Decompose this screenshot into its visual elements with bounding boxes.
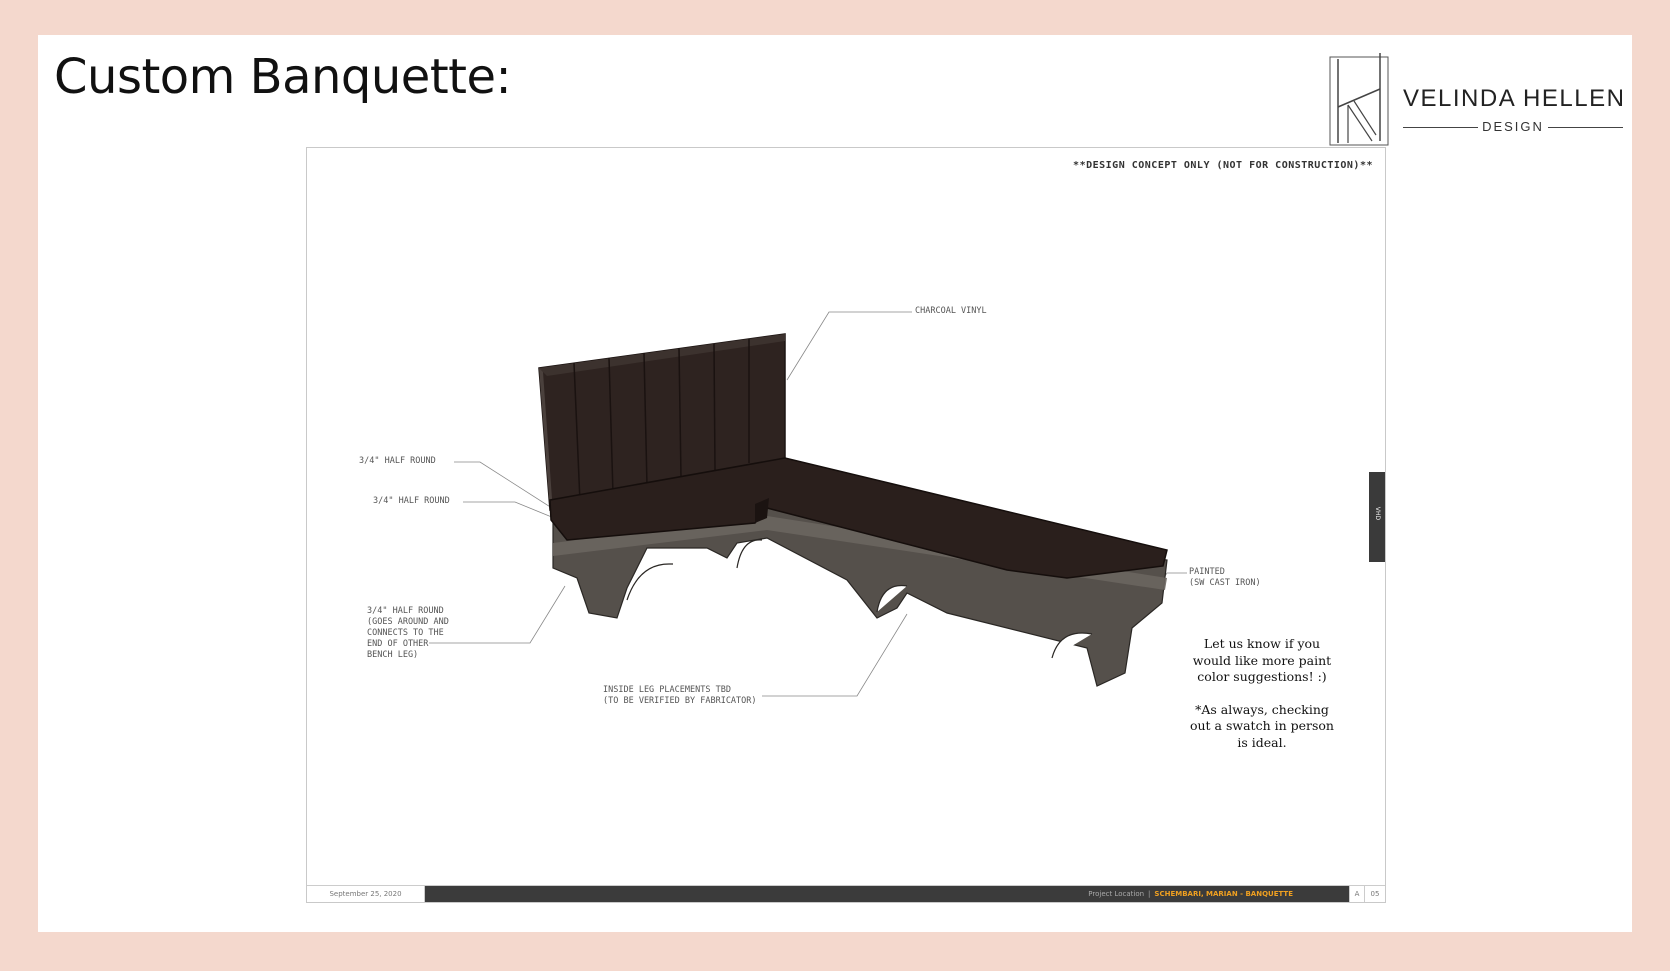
callout-painted: PAINTED (SW CAST IRON) (1189, 567, 1261, 588)
logo-mark-icon (1328, 49, 1392, 149)
banquette-drawing (307, 148, 1385, 888)
title-block (307, 885, 1385, 902)
slide-title: Custom Banquette: (54, 49, 512, 105)
side-tab-label: VHD (1374, 506, 1382, 521)
concept-note: **DESIGN CONCEPT ONLY (NOT FOR CONSTRUCTION)** (1073, 160, 1373, 171)
side-tab (1369, 472, 1385, 562)
logo-name: VELINDA HELLEN (1403, 85, 1626, 112)
sheet-number: 05 (1364, 886, 1385, 902)
paint-note-line2: *As always, checking out a swatch in person is ideal. (1189, 701, 1334, 750)
title-bar (425, 886, 1349, 902)
callout-half-round-2: 3/4" HALF ROUND (373, 496, 450, 506)
callout-half-round-3: 3/4" HALF ROUND (GOES AROUND AND CONNECTS TO THE END OF OTHER BENCH LEG) (367, 606, 449, 660)
paint-note-line1: Let us know if you would like more paint color suggestions! :) (1192, 636, 1332, 684)
slide (38, 35, 1632, 932)
sheet-letter: A (1349, 886, 1364, 902)
drawing-sheet (306, 147, 1386, 903)
separator: | (1148, 890, 1151, 898)
project-name: SCHEMBARI, MARIAN - BANQUETTE (1154, 890, 1293, 898)
callout-half-round-1: 3/4" HALF ROUND (359, 456, 436, 466)
logo-subtitle: DESIGN (1403, 119, 1623, 134)
sheet-date: September 25, 2020 (307, 886, 425, 902)
callout-inside-leg: INSIDE LEG PLACEMENTS TBD (TO BE VERIFIED BY FABRICATOR) (603, 685, 757, 706)
callout-charcoal-vinyl: CHARCOAL VINYL (915, 306, 987, 316)
location-label: Project Location (1088, 890, 1145, 898)
paint-note (1187, 636, 1337, 767)
